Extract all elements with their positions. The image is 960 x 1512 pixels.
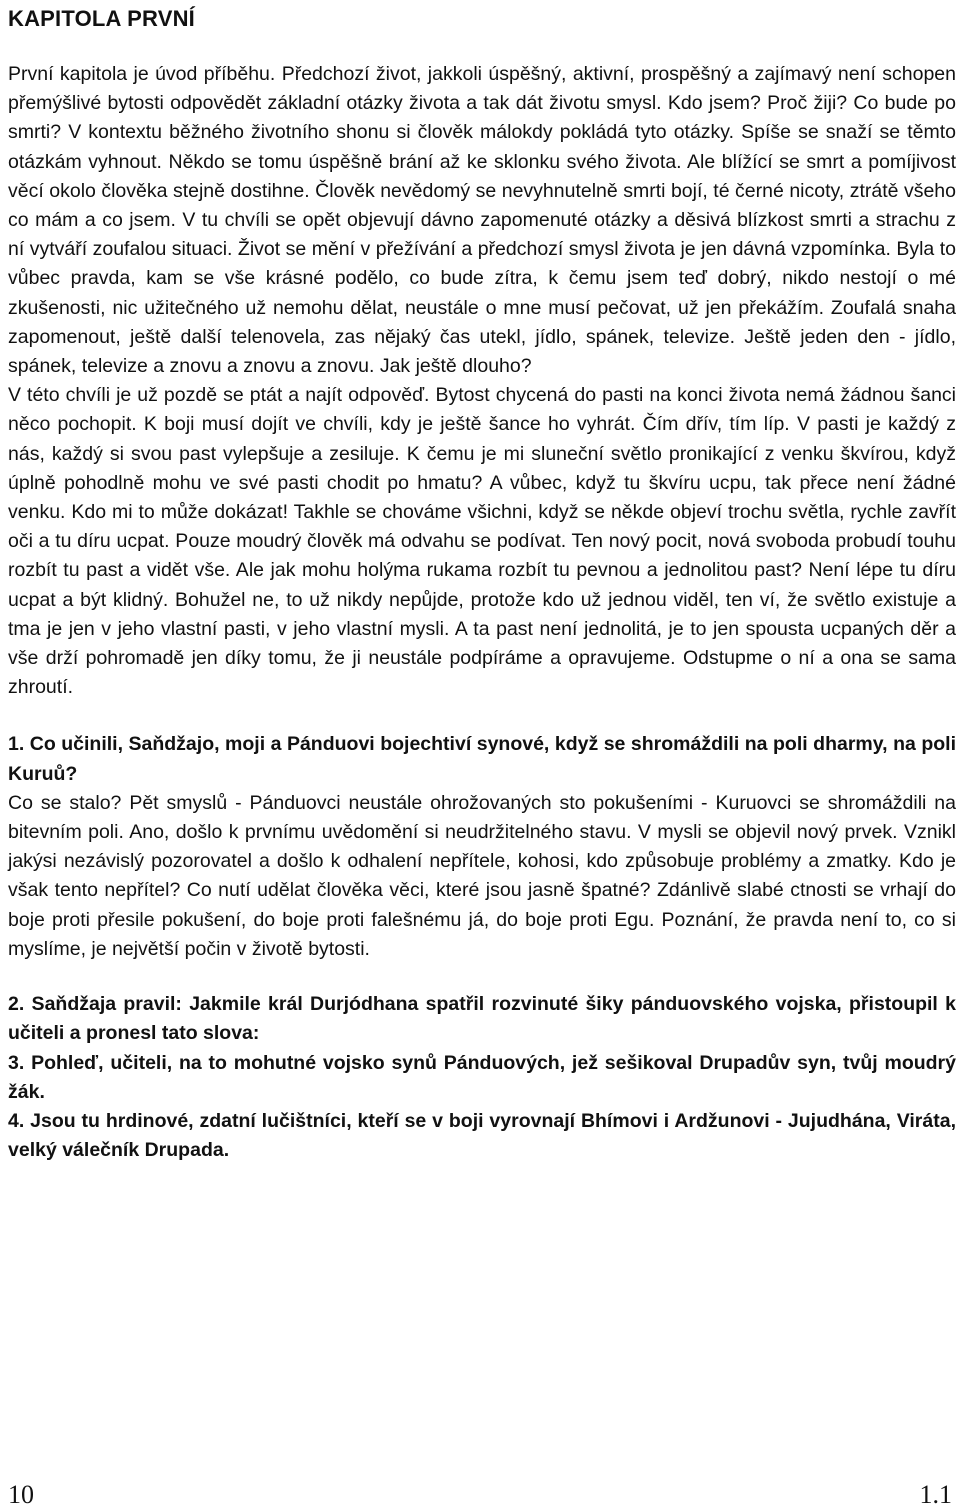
verse-heading: 2. Saňdžaja pravil: Jakmile král Durjódhana spatřil rozvinuté šiky pánduovského vojska, přistoupil k učiteli a pronesl tato slova: bbox=[8, 993, 956, 1045]
verse-heading: 1. Co učinili, Saňdžajo, moji a Pánduovi bojechtiví synové, když se shromáždili na poli dharmy, na poli Kuruů? bbox=[8, 733, 956, 785]
intro-paragraph: V této chvíli je už pozdě se ptát a najít odpověď. Bytost chycená do pasti na konci života nemá žádnou šanci něco pochopit. K boji musí dojít ve chvíli, kdy je ještě šance ho vyhrát. Čím dřív, tím líp. V pasti je každý z nás, každý si svou past vylepšuje a zesiluje. K čemu je mi sluneční světlo pronikající z venku škvírou, když úplně pohodlně mohu ve své pasti chodit po hmatu? A vůbec, když tu škvíru ucpu, tak přece není žádné venku. Kdo mi to může dokázat! Takhle se chováme všichni, když se někde objeví trochu světla, rychle zavřít oči a tu díru ucpat. Pouze moudrý člověk má odvahu se podívat. Ten nový pocit, nová svoboda probudí touhu rozbít tu past a vidět vše. Ale jak mohu holýma rukama rozbít tu pevnou a jednolitou past? Není lépe tu díru ucpat a být klidný. Bohužel ne, to už nikdy nepůjde, protože kdo už jednou viděl, ten ví, že světlo existuje a tma je jen v jeho vlastní pasti, v jeho vlastní mysli. A ta past není jednolitá, je to jen spousta ucpaných děr a vše drží pohromadě jen díky tomu, že ji neustále podpíráme a opravujeme. Odstupme o ní a ona se sama zhroutí. bbox=[8, 384, 956, 699]
verse-heading: 3. Pohleď, učiteli, na to mohutné vojsko synů Pánduových, jež sešikoval Drupadův syn, tvůj moudrý žák. bbox=[8, 1051, 956, 1103]
document-page bbox=[8, 0, 956, 1165]
page-number: 10 bbox=[8, 1480, 34, 1509]
verse-1-block bbox=[8, 730, 956, 964]
verse-heading: 4. Jsou tu hrdinové, zdatní lučištníci, kteří se v boji vyrovnají Bhímovi i Ardžunovi - Jujudhána, Viráta, velký válečník Drupada. bbox=[8, 1109, 956, 1162]
intro-paragraph: První kapitola je úvod příběhu. Předchozí život, jakkoli úspěšný, aktivní, prospěšný a zajímavý není schopen přemýšlivé bytosti odpovědět základní otázky života a tak dát životu smysl. Kdo jsem? Proč žiji? Co bude po smrti? V kontextu běžného životního shonu si člověk málokdy pokládá tyto otázky. Spíše se snaží se těmto otázkám vyhnout. Někdo se tomu úspěšně brání až ke sklonku svého života. Ale blížící se smrt a pomíjivost věcí okolo člověka stejně dostihne. Člověk nevědomý se nevyhnutelně smrti bojí, té černé nicoty, ztrátě všeho co mám a co jsem. V tu chvíli se opět objevují dávno zapomenuté otázky a děsivá blízkost smrti a strachu z ní vytváří zoufalou situaci. Život se mění v přežívání a předchozí smysl života je jen dávná vzpomínka. Byla to vůbec pravda, kam se vše krásné podělo, co bude zítra, k čemu jsem teď dobrý, nikdo nestojí o mé zkušenosti, nic užitečného už nemohu dělat, neustále o mne musí pečovat, už jen překážím. Zoufalá snaha zapomenout, ještě další telenovela, zas nějaký čas utekl, jídlo, spánek, televize. Ještě jeden den - jídlo, spánek, televize a znovu a znovu a znovu. Jak ještě dlouho? bbox=[8, 63, 956, 378]
intro-section bbox=[8, 60, 956, 702]
section-number: 1.1 bbox=[919, 1480, 952, 1509]
page-footer bbox=[8, 1480, 952, 1510]
chapter-title: KAPITOLA PRVNÍ bbox=[8, 6, 195, 31]
verses-2-4-block bbox=[8, 990, 956, 1165]
verse-commentary: Co se stalo? Pět smyslů - Pánduovci neustále ohrožovaných sto pokušeními - Kuruovci se shromáždili na bitevním poli. Ano, došlo k prvnímu uvědomění si neudržitelného stavu. V mysli se objevil nový prvek. Vznikl jakýsi nezávislý pozorovatel a došlo k odhalení nepřítele, kohosi, kdo způsobuje problémy a zmatky. Kdo je však tento nepřítel? Co nutí udělat člověka věci, které jsou jasně špatné? Zdánlivě slabé ctnosti se vrhají do boje proti přesile pokušení, do boje proti falešnému já, do boje proti Egu. Poznání, že pravda není to, co si myslíme, je největší počin v životě bytosti. bbox=[8, 791, 956, 960]
